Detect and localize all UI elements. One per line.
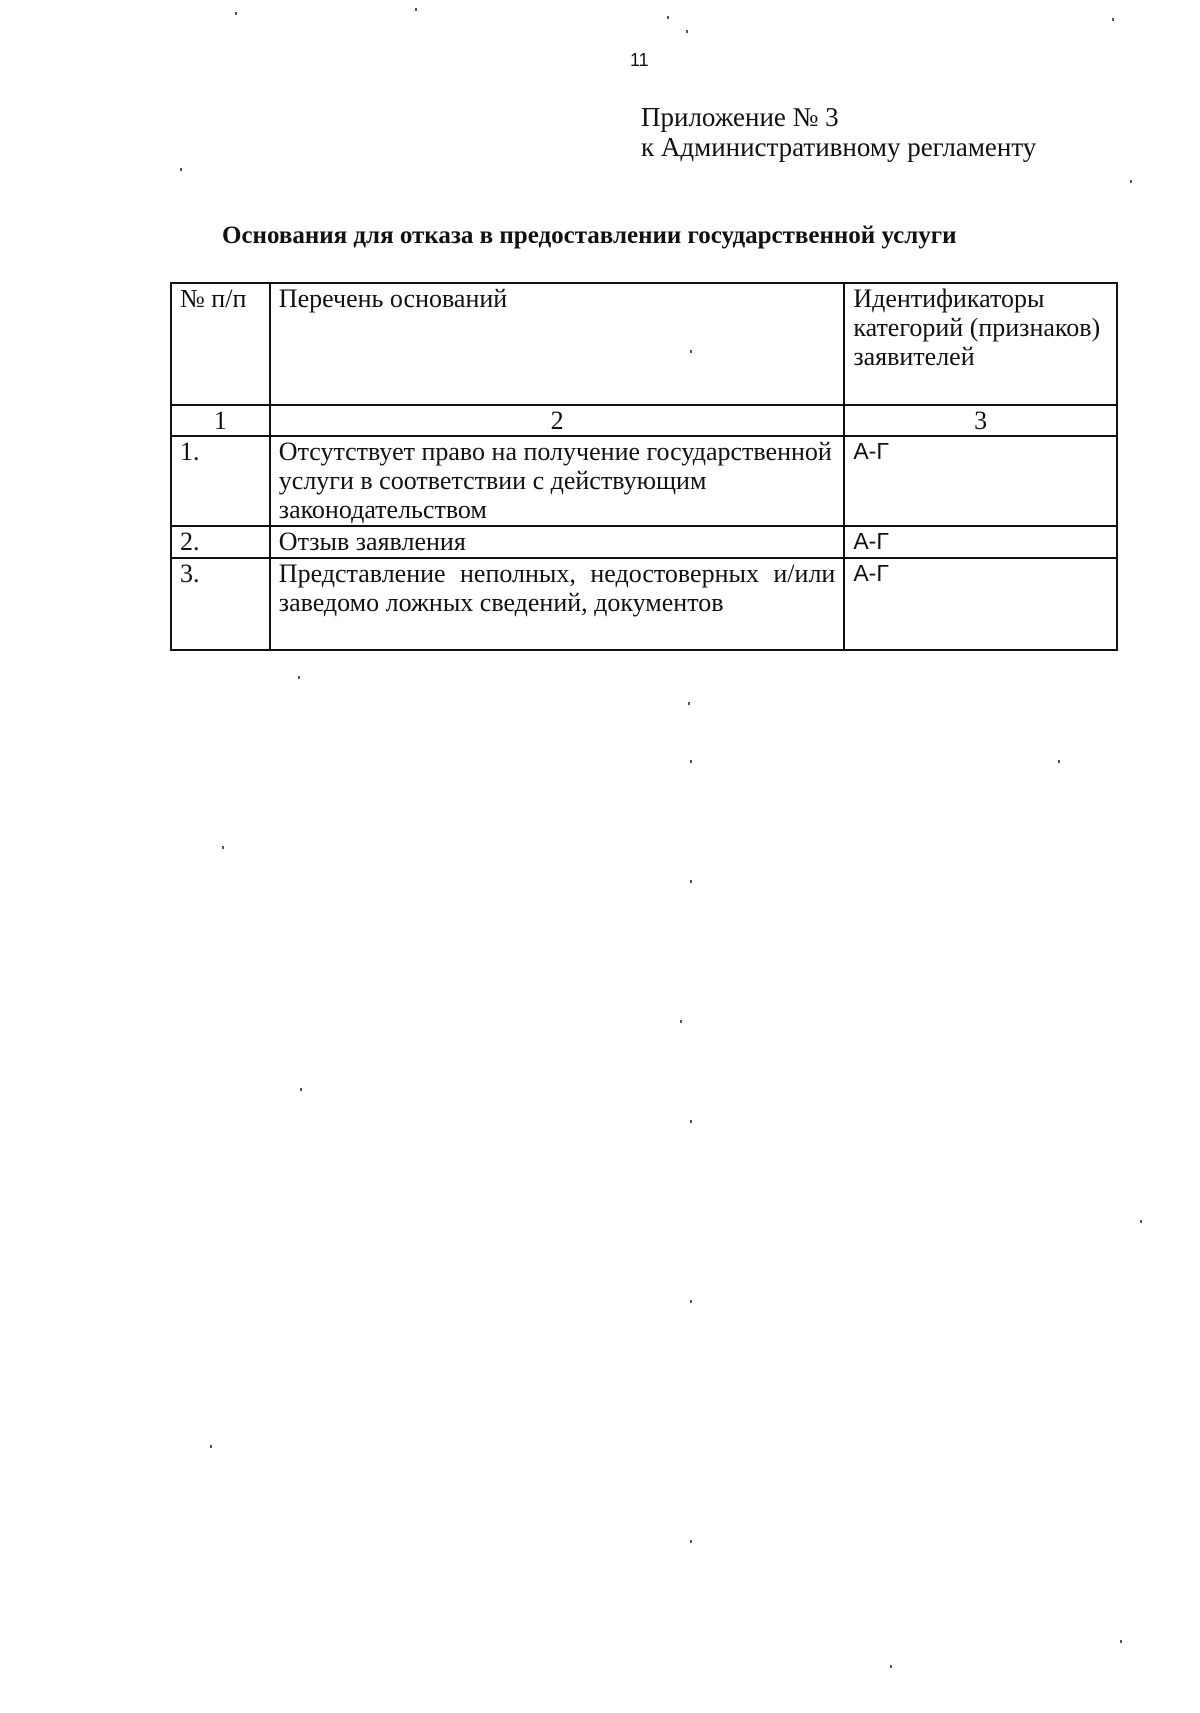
row-number: 1. <box>171 436 270 526</box>
scan-speck <box>890 1665 892 1668</box>
table-header-row <box>171 283 1117 405</box>
appendix-reference <box>641 102 1036 162</box>
scan-speck <box>686 30 688 33</box>
scan-speck <box>690 1300 692 1303</box>
document-title: Основания для отказа в предоставлении государственной услуги <box>222 222 957 249</box>
header-number: № п/п <box>171 283 270 405</box>
scan-speck <box>1058 760 1060 763</box>
page-number: 11 <box>630 50 649 70</box>
scan-speck <box>688 702 690 705</box>
table-row <box>171 558 1117 650</box>
scan-speck <box>300 1088 302 1091</box>
scan-speck <box>690 880 692 883</box>
column-index-row <box>171 405 1117 436</box>
row-category-ids: А-Г <box>844 436 1117 526</box>
grounds-table <box>170 282 1118 651</box>
scan-speck <box>298 676 300 679</box>
scan-speck <box>1130 180 1132 183</box>
scan-speck <box>1120 1640 1122 1643</box>
scan-speck <box>690 1540 692 1543</box>
scan-speck <box>415 8 417 11</box>
appendix-line-1: Приложение № 3 <box>641 102 839 132</box>
scan-speck <box>690 350 692 353</box>
column-index-2: 2 <box>270 405 845 436</box>
header-applicant-categories: Идентификаторы категорий (признаков) заявителей <box>844 283 1117 405</box>
scan-speck <box>690 760 692 763</box>
row-category-ids: А-Г <box>844 526 1117 558</box>
scan-speck <box>222 846 224 849</box>
scan-speck <box>1112 18 1114 21</box>
scan-speck <box>690 1120 692 1123</box>
row-category-ids: А-Г <box>844 558 1117 650</box>
column-index-3: 3 <box>844 405 1117 436</box>
row-ground: Отзыв заявления <box>270 526 845 558</box>
row-number: 2. <box>171 526 270 558</box>
scan-speck <box>680 1020 682 1023</box>
scan-speck <box>180 168 182 171</box>
table-row <box>171 436 1117 526</box>
scan-speck <box>235 12 237 15</box>
row-number: 3. <box>171 558 270 650</box>
table-row <box>171 526 1117 558</box>
scan-speck <box>210 1445 212 1448</box>
scan-speck <box>1140 1220 1142 1223</box>
scan-speck <box>667 16 669 19</box>
header-grounds-list: Перечень оснований <box>270 283 845 405</box>
column-index-1: 1 <box>171 405 270 436</box>
row-ground: Представление неполных, недостоверных и/или заведомо ложных сведений, документов <box>270 558 845 650</box>
row-ground: Отсутствует право на получение государственной услуги в соответствии с действующим законодательством <box>270 436 845 526</box>
appendix-line-2: к Административному регламенту <box>641 132 1037 162</box>
